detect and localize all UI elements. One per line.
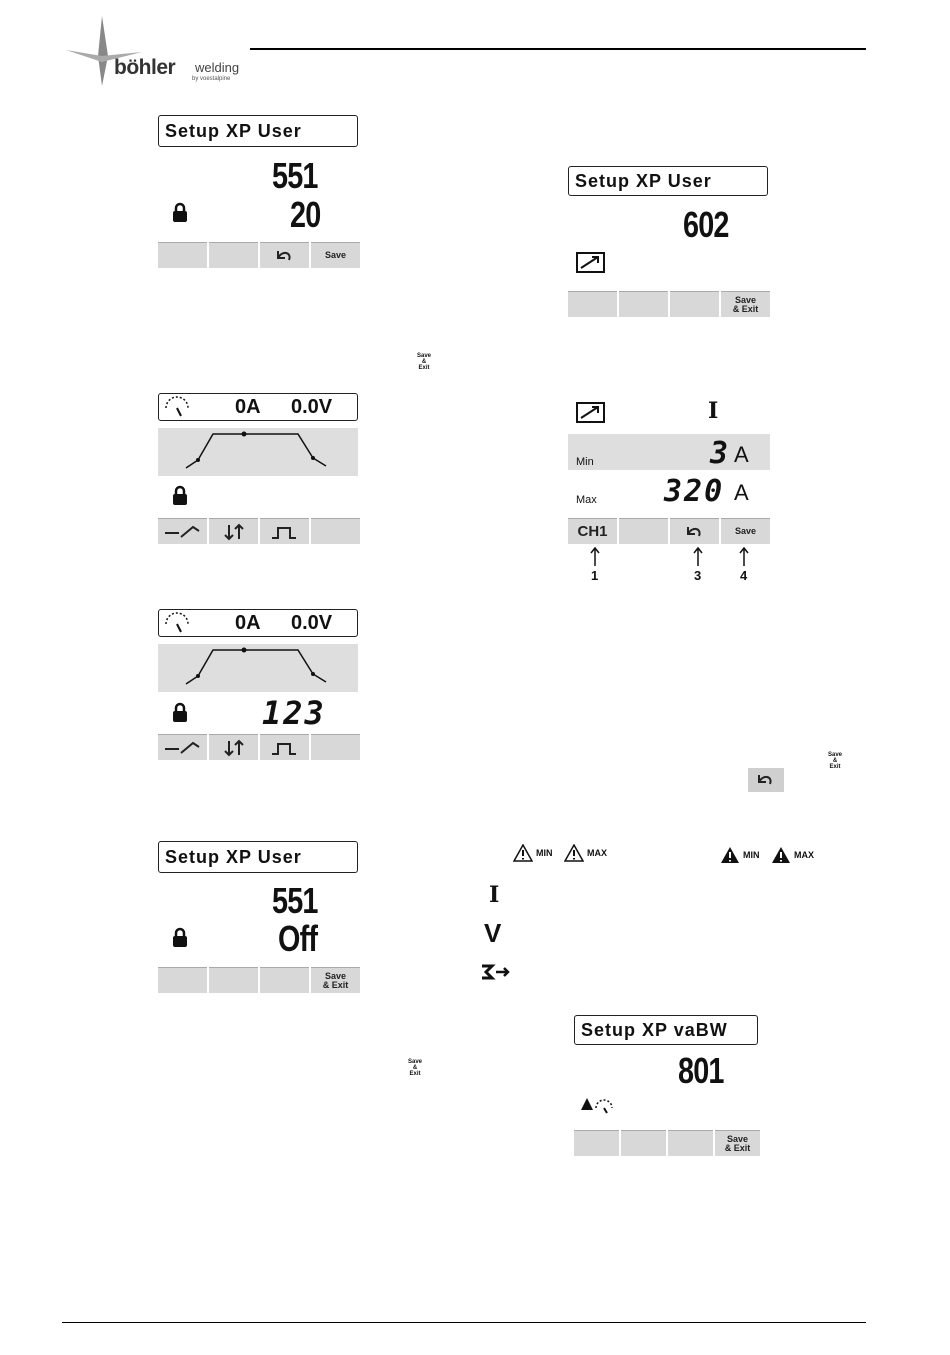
screen1-value-top: 551: [272, 155, 318, 196]
brand-sub: by voestalpine: [192, 76, 231, 82]
screen7-softkeys: [574, 1130, 760, 1156]
save-exit-button[interactable]: Save & Exit: [311, 967, 360, 993]
save-label: Save: [324, 250, 347, 260]
max-unit: A: [734, 480, 749, 505]
screen5-current: 0A: [235, 612, 261, 634]
header-rule: [250, 48, 866, 50]
pulse-icon: [270, 740, 300, 756]
softkey-2[interactable]: [619, 291, 668, 317]
min-value: 3: [710, 436, 731, 471]
softkey-3[interactable]: [260, 967, 309, 993]
save-exit-button[interactable]: Save & Exit: [715, 1130, 760, 1156]
softkey-1[interactable]: [158, 967, 207, 993]
wire-feed-icon: [480, 962, 514, 982]
ramp-icon: [576, 252, 606, 274]
legend-min-b: MIN: [743, 850, 760, 860]
save-exit-small-icon: Save & Exit: [827, 752, 842, 770]
min-row: [568, 434, 770, 470]
legend-min: MIN: [536, 848, 553, 858]
torch-mode-button[interactable]: [158, 734, 207, 760]
screen6-value-bottom: Off: [278, 918, 318, 959]
screen1-softkeys: [158, 242, 360, 268]
pulse-icon: [270, 524, 300, 540]
ramp-icon: [576, 402, 606, 424]
callout-3: 3: [694, 568, 702, 583]
torch-icon: [163, 739, 203, 757]
softkey-2[interactable]: [619, 518, 668, 544]
undo-icon: [684, 524, 706, 540]
softkey-3[interactable]: [260, 242, 309, 268]
callout-4: 4: [740, 568, 748, 583]
lock-icon: [172, 202, 188, 222]
screen6-title: Setup XP User: [158, 841, 358, 873]
screen5-voltage: 0.0V: [291, 612, 333, 634]
screen2-title: Setup XP User: [568, 166, 768, 196]
max-value: 320: [664, 474, 725, 509]
screen5-value: 123: [262, 694, 326, 732]
softkey-3[interactable]: [670, 291, 719, 317]
screen3-current: 0A: [235, 396, 261, 418]
callout-arrows: [588, 546, 758, 568]
screen5-meter: [158, 609, 358, 637]
weld-sequence-graph: [158, 428, 358, 476]
current-symbol: I: [489, 882, 500, 908]
min-label: Min: [576, 456, 594, 468]
screen3-voltage: 0.0V: [291, 396, 333, 418]
screen6-softkeys: [158, 967, 360, 993]
undo-button-inline: [748, 768, 784, 792]
boehler-logo: [62, 12, 252, 90]
up-down-arrows-icon: [223, 739, 245, 757]
softkey-1[interactable]: [158, 242, 207, 268]
weld-sequence-graph: [158, 644, 358, 692]
lock-icon: [172, 927, 188, 947]
footer-rule: [62, 1322, 866, 1323]
softkey-1[interactable]: [568, 291, 617, 317]
softkey-save[interactable]: [311, 242, 360, 268]
pulse-button[interactable]: [260, 518, 309, 544]
direction-button[interactable]: [209, 734, 258, 760]
screen3-meter: [158, 393, 358, 421]
gauge-icon: [163, 396, 191, 418]
save-exit-button[interactable]: Save & Exit: [721, 291, 770, 317]
softkey-3[interactable]: [668, 1130, 713, 1156]
lock-icon: [172, 702, 188, 722]
up-down-arrows-icon: [223, 523, 245, 541]
undo-button[interactable]: [670, 518, 719, 544]
screen7-value: 801: [678, 1050, 724, 1091]
warning-gauge-icon: [580, 1096, 614, 1114]
screen3-welding-graph: [158, 428, 358, 476]
callout-1: 1: [591, 568, 599, 583]
gauge-icon: [163, 612, 191, 634]
screen4-softkeys: [568, 518, 770, 544]
legend-max-b: MAX: [794, 850, 814, 860]
voltage-symbol: V: [484, 918, 502, 948]
screen2-value: 602: [683, 204, 729, 245]
softkey-2[interactable]: [209, 242, 258, 268]
softkey-2[interactable]: [621, 1130, 666, 1156]
save-button[interactable]: [721, 518, 770, 544]
direction-button[interactable]: [209, 518, 258, 544]
screen3-softkeys: [158, 518, 360, 544]
warning-outline-icon: [564, 844, 584, 862]
save-exit-small-icon: Save & Exit: [407, 1059, 422, 1077]
screen5-welding-graph: [158, 644, 358, 692]
softkey-4[interactable]: [311, 518, 360, 544]
pulse-button[interactable]: [260, 734, 309, 760]
max-row: [568, 474, 770, 510]
undo-icon: [274, 248, 296, 264]
screen1-value-bottom: 20: [290, 194, 321, 235]
max-label: Max: [576, 494, 597, 506]
screen6-value-top: 551: [272, 880, 318, 921]
softkey-2[interactable]: [209, 967, 258, 993]
channel-button[interactable]: CH1: [568, 518, 617, 544]
lock-icon: [172, 485, 188, 505]
undo-icon: [755, 772, 777, 788]
screen2-softkeys: [568, 291, 770, 317]
save-exit-small-icon: Save & Exit: [416, 353, 431, 371]
screen5-softkeys: [158, 734, 360, 760]
save-label: Save: [734, 526, 757, 536]
screen7-title: Setup XP vaBW: [574, 1015, 758, 1045]
brand-welding: welding: [195, 60, 240, 75]
warning-outline-icon: [513, 844, 533, 862]
min-unit: A: [734, 442, 749, 467]
warning-filled-icon: [720, 846, 740, 864]
warning-filled-icon: [771, 846, 791, 864]
torch-icon: [163, 523, 203, 541]
current-symbol: I: [708, 398, 719, 424]
brand-main: böhler: [114, 56, 176, 79]
torch-mode-button[interactable]: [158, 518, 207, 544]
legend-max: MAX: [587, 848, 607, 858]
screen1-title: Setup XP User: [158, 115, 358, 147]
softkey-4[interactable]: [311, 734, 360, 760]
softkey-1[interactable]: [574, 1130, 619, 1156]
